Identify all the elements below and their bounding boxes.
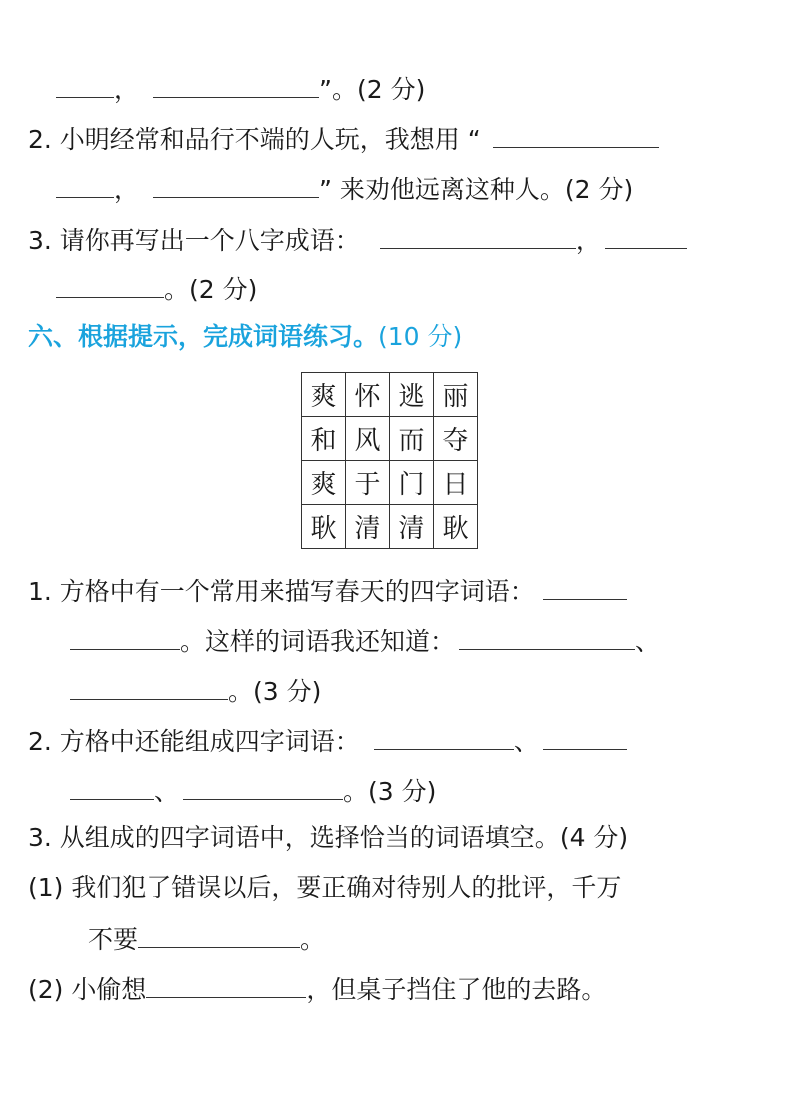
question-text: 3. 请你再写出一个八字成语：	[28, 226, 360, 255]
period: 。	[343, 777, 369, 806]
character-grid	[301, 372, 478, 549]
s6-q1-line1	[28, 573, 627, 607]
period: 。	[228, 677, 254, 706]
grid-cell: 怀	[346, 373, 390, 417]
question-text: (1) 我们犯了错误以后，要正确对待别人的批评，千万	[28, 873, 622, 902]
section-title	[28, 320, 462, 354]
grid-cell: 耿	[434, 505, 478, 549]
s5-q2-line1	[28, 121, 659, 155]
period: 。	[164, 275, 190, 304]
grid-cell: 爽	[302, 373, 346, 417]
s5-q3-line1	[28, 222, 687, 256]
grid-cell: 日	[434, 461, 478, 505]
answer-blank[interactable]	[138, 921, 300, 948]
s5-q2-line2	[56, 171, 633, 205]
quote-end: ”。	[319, 75, 357, 104]
grid-cell: 而	[390, 417, 434, 461]
s6-q3-sub2	[28, 971, 606, 1005]
answer-blank[interactable]	[56, 271, 164, 298]
question-text: 3. 从组成的四字词语中，选择恰当的词语填空。	[28, 823, 560, 852]
answer-blank[interactable]	[183, 773, 343, 800]
answer-blank[interactable]	[493, 121, 659, 148]
answer-blank[interactable]	[605, 222, 687, 249]
question-text: 。这样的词语我还知道：	[180, 627, 456, 656]
s5-q3-line2	[56, 271, 257, 305]
grid-cell: 丽	[434, 373, 478, 417]
answer-blank[interactable]	[459, 623, 635, 650]
grid-row	[302, 505, 478, 549]
answer-blank[interactable]	[70, 623, 180, 650]
separator: 、	[635, 627, 661, 656]
s6-q2-line1	[28, 723, 627, 757]
s6-q1-line3	[70, 673, 321, 707]
answer-blank[interactable]	[146, 971, 306, 998]
answer-blank[interactable]	[543, 573, 627, 600]
answer-blank[interactable]	[380, 222, 576, 249]
grid-cell: 清	[390, 505, 434, 549]
answer-blank[interactable]	[56, 171, 114, 198]
question-text: ” 来劝他远离这种人。	[319, 175, 565, 204]
s6-q1-line2	[70, 623, 660, 657]
grid-cell: 夺	[434, 417, 478, 461]
separator: 、	[154, 777, 180, 806]
s5-q1-continuation	[56, 71, 425, 105]
question-text: 不要	[88, 925, 139, 954]
comma: ，	[575, 226, 601, 255]
score-label: (10 分)	[378, 322, 463, 351]
comma: ，	[114, 175, 140, 204]
s6-q3-sub1-line1	[28, 871, 621, 905]
grid-cell: 爽	[302, 461, 346, 505]
grid-row	[302, 417, 478, 461]
grid-cell: 于	[346, 461, 390, 505]
score-label: (2 分)	[189, 275, 258, 304]
grid-cell: 风	[346, 417, 390, 461]
s6-q3-sub1-line2	[88, 921, 325, 955]
grid-cell: 耿	[302, 505, 346, 549]
answer-blank[interactable]	[374, 723, 514, 750]
period: 。	[300, 925, 326, 954]
answer-blank[interactable]	[70, 773, 154, 800]
comma: ，	[114, 75, 140, 104]
grid-row	[302, 461, 478, 505]
answer-blank[interactable]	[153, 71, 319, 98]
answer-blank[interactable]	[153, 171, 319, 198]
separator: 、	[513, 727, 539, 756]
s6-q3-line1	[28, 821, 628, 855]
grid-cell: 清	[346, 505, 390, 549]
question-text: (2) 小偷想	[28, 975, 147, 1004]
question-text: 2. 方格中还能组成四字词语：	[28, 727, 360, 756]
answer-blank[interactable]	[56, 71, 114, 98]
s6-q2-line2	[70, 773, 436, 807]
question-text: 1. 方格中有一个常用来描写春天的四字词语：	[28, 577, 535, 606]
score-label: (3 分)	[253, 677, 322, 706]
grid-row	[302, 373, 478, 417]
score-label: (3 分)	[368, 777, 437, 806]
question-text: ，但桌子挡住了他的去路。	[306, 975, 607, 1004]
answer-blank[interactable]	[70, 673, 228, 700]
score-label: (2 分)	[564, 175, 634, 204]
section-heading: 六、根据提示，完成词语练习。	[28, 322, 379, 351]
grid-cell: 门	[390, 461, 434, 505]
grid-cell: 和	[302, 417, 346, 461]
score-label: (4 分)	[559, 823, 629, 852]
question-text: 2. 小明经常和品行不端的人玩，我想用 “	[28, 125, 481, 154]
score-label: (2 分)	[356, 75, 426, 104]
grid-cell: 逃	[390, 373, 434, 417]
answer-blank[interactable]	[543, 723, 627, 750]
